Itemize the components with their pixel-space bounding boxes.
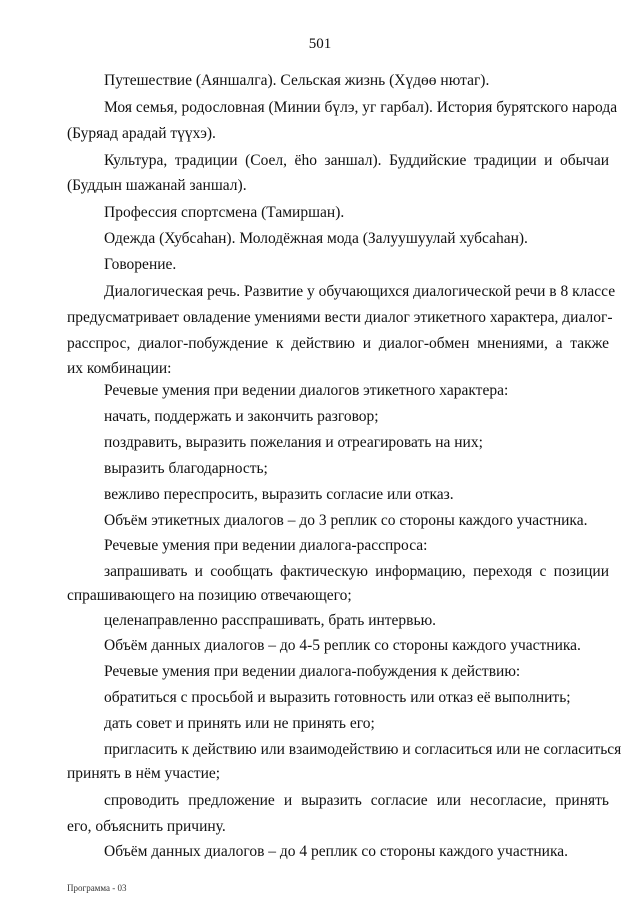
text-line: вежливо переспросить, выразить согласие или отказ. (104, 486, 454, 503)
text-line: принять в нём участие; (67, 765, 221, 782)
text-line: пригласить к действию или взаимодействию и согласиться или не согласиться (104, 741, 622, 758)
text-line: Профессия спортсмена (Тамиршан). (104, 204, 345, 221)
text-line: предусматривает овладение умениями вести диалог этикетного характера, диалог- (67, 309, 613, 326)
footer-label: Программа - 03 (67, 883, 127, 893)
text-line: поздравить, выразить пожелания и отреагировать на них; (104, 434, 483, 451)
text-line: Говорение. (104, 256, 177, 273)
text-line: его, объяснить причину. (67, 818, 226, 835)
text-line: целенаправленно расспрашивать, брать интервью. (104, 612, 437, 629)
text-line: Речевые умения при ведении диалога-побуждения к действию: (104, 663, 521, 680)
text-line: дать совет и принять или не принять его; (104, 715, 375, 732)
text-line: спроводить предложение и выразить согласие или несогласие, принять (104, 792, 609, 809)
text-line: (Буддын шажанай заншал). (67, 177, 247, 194)
text-line: расспрос, диалог-побуждение к действию и диалог-обмен мнениями, а также (67, 335, 609, 352)
page-number: 501 (308, 36, 332, 52)
text-line: обратиться с просьбой и выразить готовность или отказ её выполнить; (104, 689, 571, 706)
text-line: выразить благодарность; (104, 460, 268, 477)
text-line: спрашивающего на позицию отвечающего; (67, 587, 352, 604)
text-line: Путешествие (Аяншалга). Сельская жизнь (Хүдөө нютаг). (104, 72, 490, 89)
text-line: Объём данных диалогов – до 4-5 реплик со стороны каждого участника. (104, 637, 581, 654)
text-line: (Буряад арадай түүхэ). (67, 125, 216, 142)
text-line: Диалогическая речь. Развитие у обучающихся диалогической речи в 8 классе (104, 283, 616, 300)
text-line: Объём этикетных диалогов – до 3 реплик со стороны каждого участника. (104, 512, 588, 529)
text-line: запрашивать и сообщать фактическую информацию, переходя с позиции (104, 563, 609, 580)
text-line: их комбинации: (67, 360, 172, 377)
text-line: Культура, традиции (Соел, ёһо заншал). Буддийские традиции и обычаи (104, 152, 609, 169)
text-line: Объём данных диалогов – до 4 реплик со стороны каждого участника. (104, 843, 569, 860)
text-line: Речевые умения при ведении диалога-расспроса: (104, 537, 428, 554)
text-line: Моя семья, родословная (Минии бүлэ, уг гарбал). История бурятского народа (104, 99, 618, 116)
text-line: Одежда (Хубсаһан). Молодёжная мода (Залуушуулай хубсаһан). (104, 230, 528, 247)
text-line: Речевые умения при ведении диалогов этикетного характера: (104, 382, 509, 399)
text-line: начать, поддержать и закончить разговор; (104, 408, 379, 425)
